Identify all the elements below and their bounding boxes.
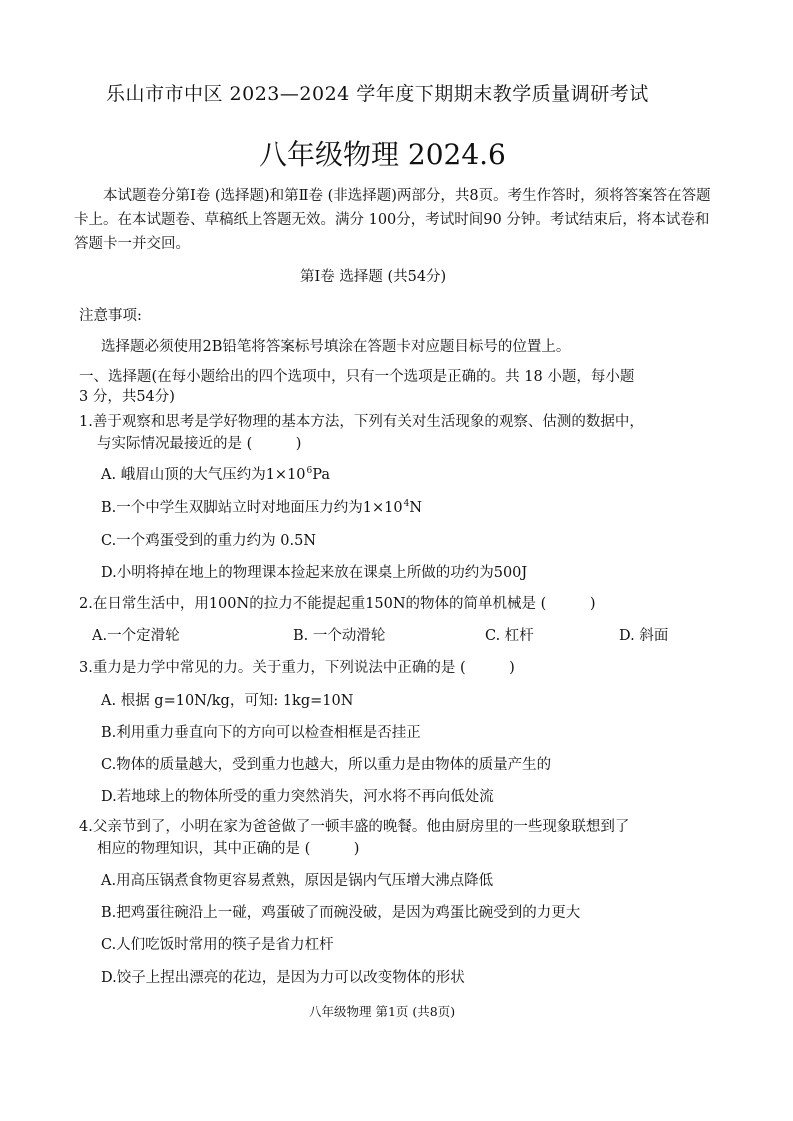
q1-option-b-text: B.一个中学生双脚站立时对地面压力约为1×10	[101, 500, 403, 516]
q4-option-d: D.饺子上捏出漂亮的花边，是因为力可以改变物体的形状	[101, 970, 465, 986]
section-heading-line1: 一、选择题(在每小题给出的四个选项中，只有一个选项是正确的。共 18 小题，每小题	[79, 369, 635, 385]
q1-option-a	[101, 468, 330, 483]
q1-option-a-text: A. 峨眉山顶的大气压约为1×10	[101, 467, 306, 483]
q1-option-b-unit: N	[409, 500, 423, 516]
q4-stem: 4.父亲节到了，小明在家为爸爸做了一顿丰盛的晚餐。他由厨房里的一些现象联想到了	[79, 819, 630, 835]
q2-option-b: B. 一个动滑轮	[293, 628, 386, 644]
notes-label: 注意事项:	[79, 308, 142, 324]
page-footer: 八年级物理 第1页 (共8页)	[309, 1004, 456, 1019]
q1-option-a-exponent: 6	[306, 466, 313, 476]
q1-option-d: D.小明将掉在地上的物理课本捡起来放在课桌上所做的功约为500J	[101, 565, 528, 581]
part1-heading: 第Ⅰ卷 选择题 (共54分)	[300, 269, 447, 285]
q1-option-b-exponent: 4	[403, 499, 410, 509]
q2-option-a: A.一个定滑轮	[92, 628, 180, 644]
q3-option-d: D.若地球上的物体所受的重力突然消失，河水将不再向低处流	[101, 789, 494, 805]
q1-option-a-unit: Pa	[312, 467, 330, 483]
q4-stem-cont: 相应的物理知识，其中正确的是 ( )	[97, 841, 360, 857]
q3-option-c: C.物体的质量越大，受到重力也越大，所以重力是由物体的质量产生的	[101, 757, 552, 773]
q1-stem-cont: 与实际情况最接近的是 ( )	[97, 436, 302, 452]
intro-paragraph: 本试题卷分第Ⅰ卷 (选择题)和第Ⅱ卷 (非选择题)两部分，共8页。考生作答时，须将答案答在答题卡上。在本试题卷、草稿纸上答题无效。满分 100分，考试时间90 分钟。考试结束后，将本试卷和答题卡一并交回。	[74, 188, 711, 252]
q4-option-a: A.用高压锅煮食物更容易煮熟，原因是锅内气压增大沸点降低	[101, 873, 494, 889]
exam-title: 乐山市市中区 2023—2024 学年度下期期末教学质量调研考试	[106, 83, 649, 105]
q1-option-c: C.一个鸡蛋受到的重力约为 0.5N	[101, 533, 317, 549]
q3-stem: 3.重力是力学中常见的力。关于重力，下列说法中正确的是 ( )	[79, 660, 515, 676]
q2-option-d: D. 斜面	[619, 628, 669, 644]
q1-option-b	[101, 501, 422, 516]
q4-option-b: B.把鸡蛋往碗沿上一碰，鸡蛋破了而碗没破，是因为鸡蛋比碗受到的力更大	[101, 905, 581, 921]
page-title: 八年级物理 2024.6	[259, 138, 506, 171]
q2-option-c: C. 杠杆	[485, 628, 534, 644]
q2-stem: 2.在日常生活中，用100N的拉力不能提起重150N的物体的简单机械是 ( )	[79, 596, 596, 612]
q3-option-b: B.利用重力垂直向下的方向可以检查相框是否挂正	[101, 725, 421, 741]
q1-stem: 1.善于观察和思考是学好物理的基本方法，下列有关对生活现象的观察、估测的数据中，	[79, 414, 644, 430]
q4-option-c: C.人们吃饭时常用的筷子是省力杠杆	[101, 937, 334, 953]
notes-text: 选择题必须使用2B铅笔将答案标号填涂在答题卡对应题目标号的位置上。	[101, 339, 571, 355]
q3-option-a: A. 根据 g=10N/kg，可知: 1kg=10N	[101, 693, 354, 709]
section-heading-line2: 3 分，共54分)	[79, 389, 175, 405]
